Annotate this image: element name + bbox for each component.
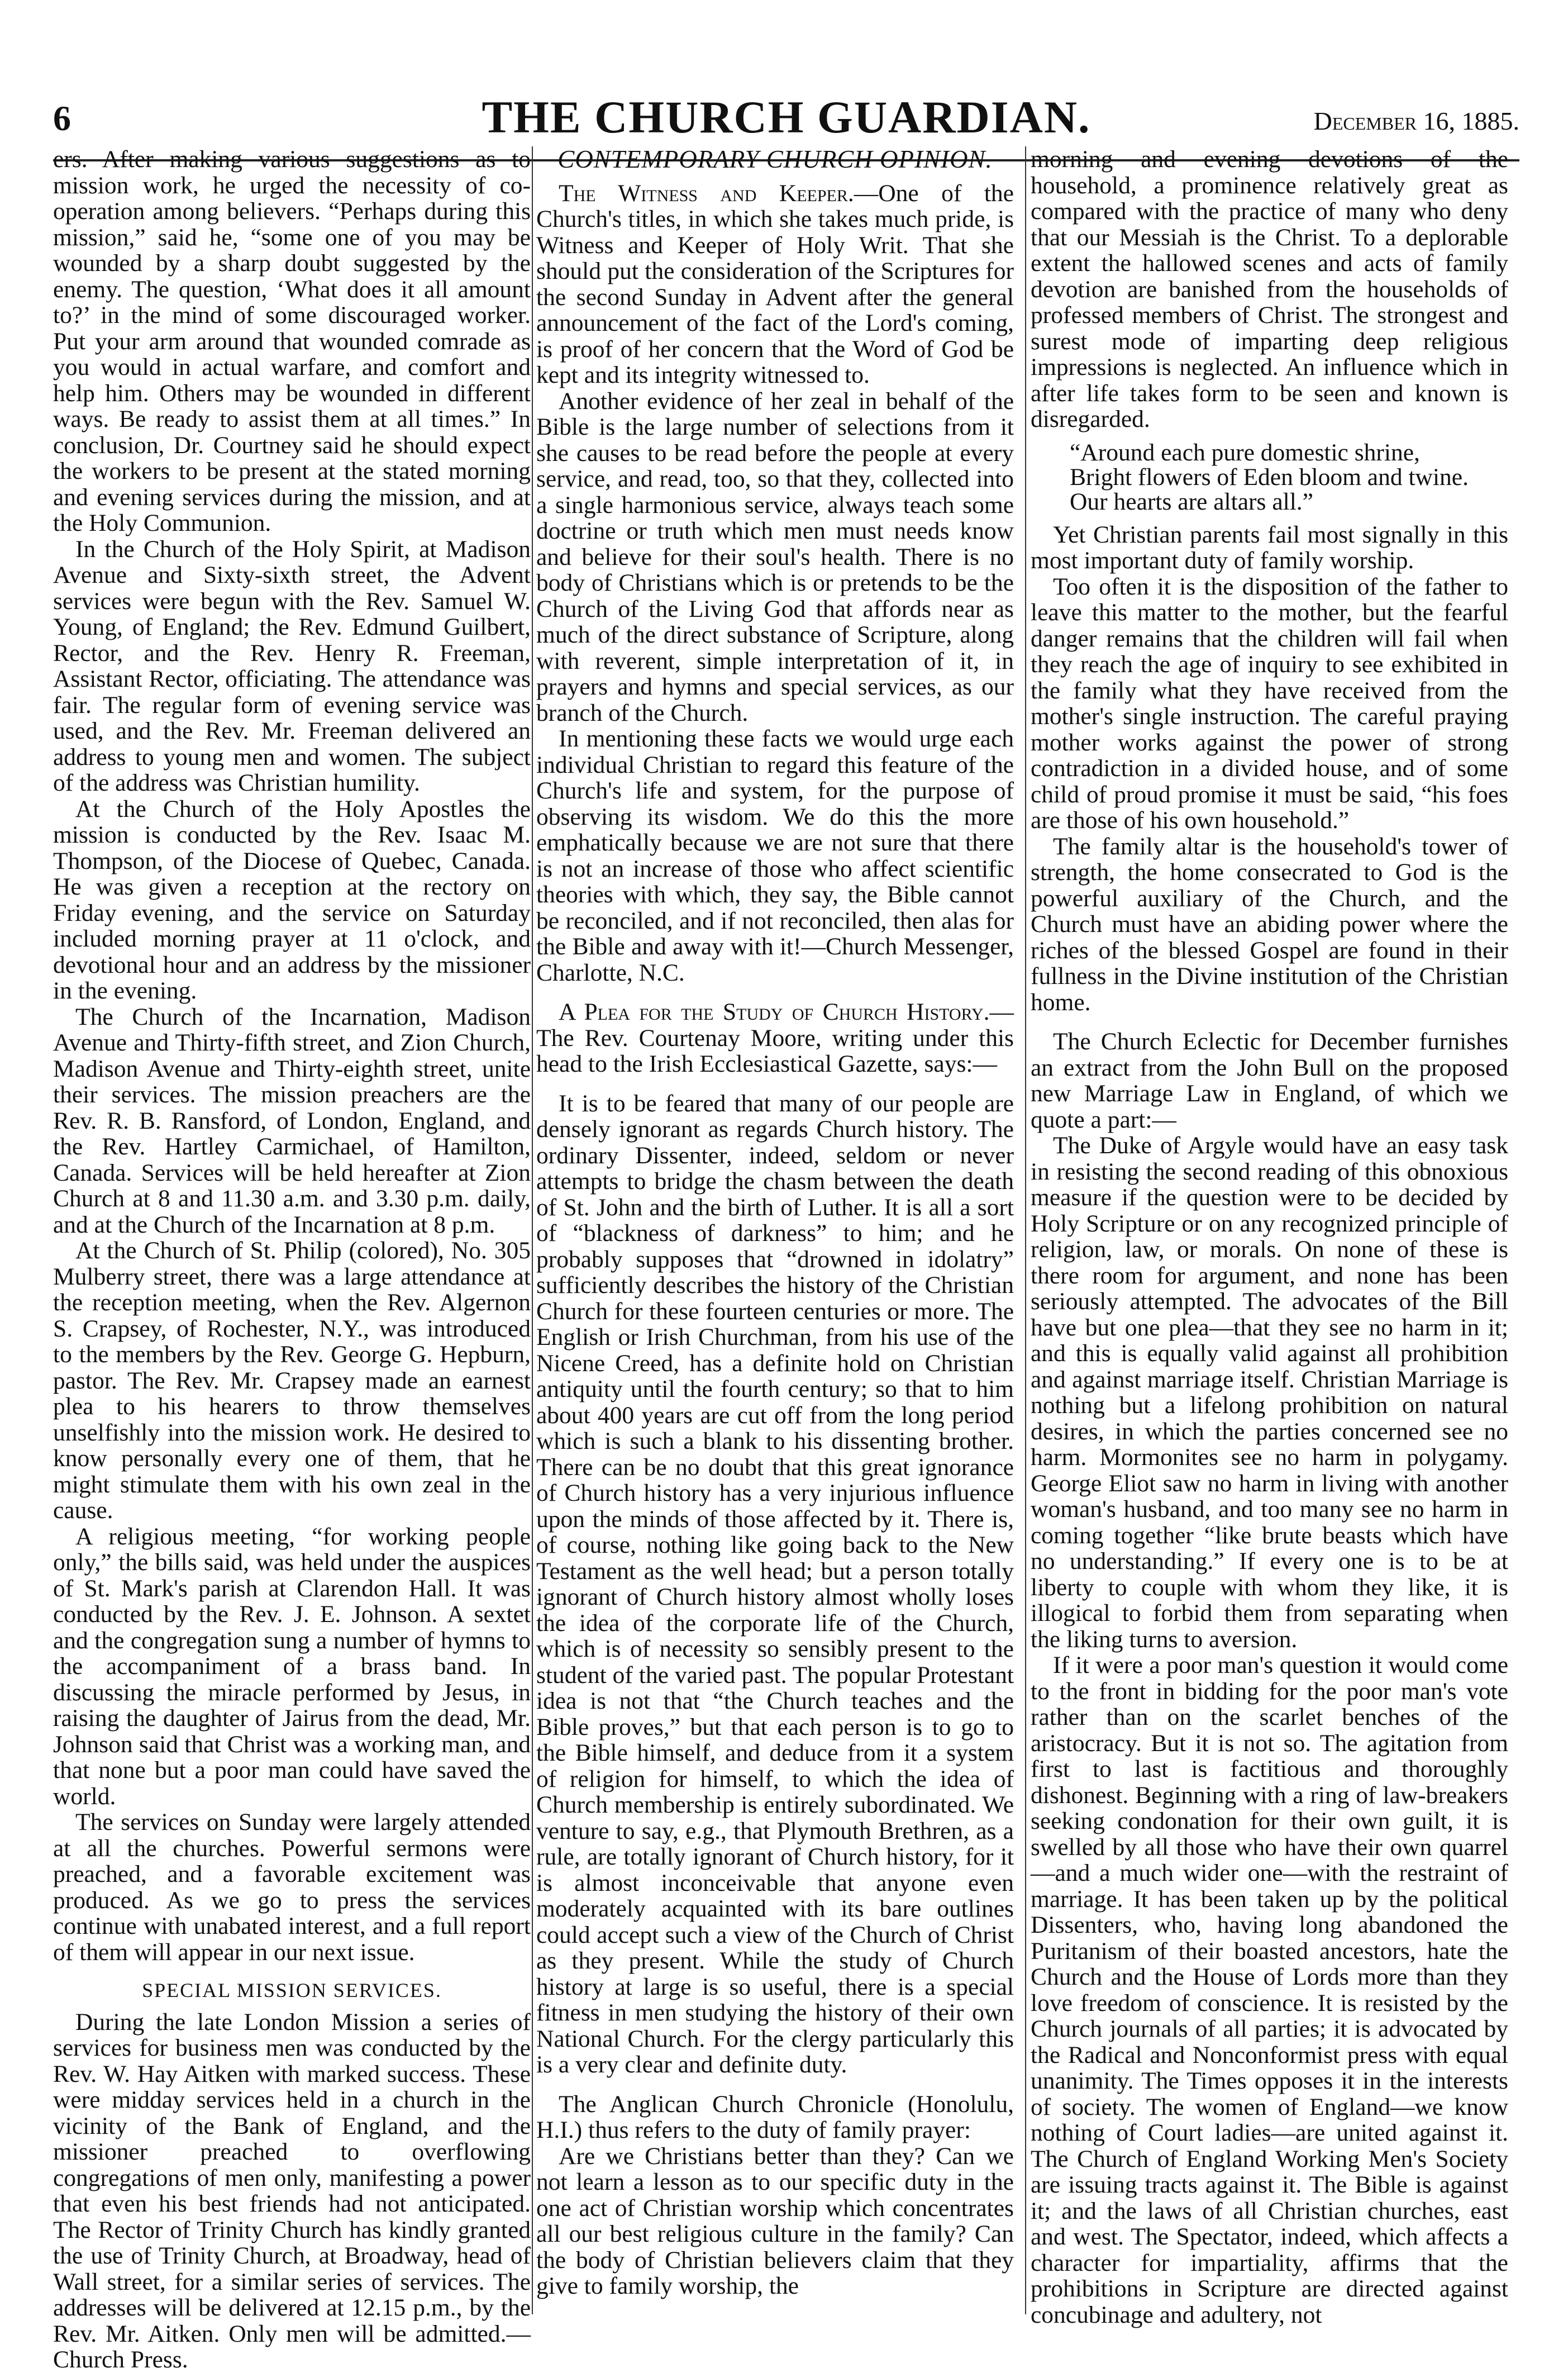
column-2 [536,146,1014,2320]
paragraph: The Duke of Argyle would have an easy task in resisting the second reading of this obnoxious measure if the question were to be decided by Holy Scripture or on any recognized principle of religion, law, or morals. On none of these is there room for argument, and none has been seriously attempted. The advocates of the Bill have but one plea—that they see no harm in it; and this is equally valid against all prohibition and against marriage itself. Christian Marriage is nothing but a lifelong prohibition on natural desires, in which the parties concerned see no harm. Mormonites see no harm in polygamy. George Eliot saw no harm in living with another woman's husband, and too many see no harm in coming together “like brute beasts which have no understanding.” If every one is to be at liberty to couple with whom they like, it is illogical to forbid them from separating when the liking turns to aversion. [1031,1132,1508,1653]
paragraph: A religious meeting, “for working people only,” the bills said, was held under the auspices of St. Mark's parish at Clarendon Hall. It was conducted by the Rev. J. E. Johnson. A sextet and the congregation sung a number of hymns to the accompaniment of a brass band. In discussing the miracle performed by Jesus, in raising the daughter of Jairus from the dead, Mr. Johnson said that Christ was a working man, and that none but a poor man could have saved the world. [53,1523,531,1810]
paragraph-lead: The Witness and Keeper. [559,179,854,207]
paragraph-lead: A Plea for the Study of Church History. [559,998,990,1025]
paragraph: Another evidence of her zeal in behalf of the Bible is the large number of selections from it she causes to be read before the people at every service, and read, too, so that they, collected into a single harmonious service, always teach some doctrine or truth which men must needs know and believe for their soul's health. There is no body of Christians which is or pretends to be the Church of the Living God that affords near as much of the direct substance of Scripture, along with reverent, simple interpretation of it, in prayers and hymns and special services, as our branch of the Church. [536,387,1014,726]
paragraph: During the late London Mission a series of services for business men was conducted by the Rev. W. Hay Aitken with marked success. These were midday services held in a church in the vicinity of the Bank of England, and the missioner preached to overflowing congregations of men only, manifesting a power that even his best friends had not anticipated. The Rector of Trinity Church has kindly granted the use of Trinity Church, at Broadway, head of Wall street, for a similar series of services. The addresses will be delivered at 12.15 p.m., by the Rev. Mr. Aitken. Only men will be admitted.—Church Press. [53,2008,531,2373]
paragraph: morning and evening devotions of the household, a prominence relatively great as compared with the practice of many who deny that our Messiah is the Christ. To a deplorable extent the hallowed scenes and acts of family devotion are banished from the households of professed members of Christ. The strongest and surest mode of imparting deep religious impressions is neglected. An influence which in after life takes form to be seen and known is disregarded. [1031,146,1508,432]
column-rule-1 [532,146,533,2314]
paragraph: At the Church of St. Philip (colored), No. 305 Mulberry street, there was a large attendance at the reception meeting, when the Rev. Algernon S. Crapsey, of Rochester, N.Y., was introduced to the members by the Rev. George G. Hepburn, pastor. The Rev. Mr. Crapsey made an earnest plea to his hearers to throw themselves unselfishly into the mission work. He desired to know personally every one of them, that he might stimulate them with his own zeal in the cause. [53,1237,531,1524]
section-gap [536,1077,1014,1091]
verse-line: “Around each pure domestic shrine, [1070,439,1420,466]
paragraph: The services on Sunday were largely attended at all the churches. Powerful sermons were preached, and a favorable excitement was produced. As we go to press the services continue with unabated interest, and a full report of them will appear in our next issue. [53,1809,531,1966]
paragraph: In mentioning these facts we would urge each individual Christian to regard this feature of the Church's life and system, for the purpose of observing its wisdom. We do this the more emphatically because we are not sure that there is not an increase of those who affect scientific theories with which, they say, the Bible cannot be reconciled, and if not reconciled, then alas for the Bible and away with it!—Church Messenger, Charlotte, N.C. [536,725,1014,986]
paragraph-body: —One of the Church's titles, in which she takes much pride, is Witness and Keeper of Holy Writ. That she should put the consideration of the Scriptures for the second Sunday in Advent after the general announcement of the fact of the Lord's coming, is proof of her concern that the Word of God be kept and its integrity witnessed to. [536,179,1014,388]
column-1 [53,146,531,2373]
paragraph: In the Church of the Holy Spirit, at Madison Avenue and Sixty-sixth street, the Advent services were begun with the Rev. Samuel W. Young, of England; the Rev. Edmund Guilbert, Rector, and the Rev. Henry R. Freeman, Assistant Rector, officiating. The attendance was fair. The regular form of evening service was used, and the Rev. Mr. Freeman delivered an address to young men and women. The subject of the address was Christian humility. [53,535,531,796]
paragraph: The Church Eclectic for December furnishes an extract from the John Bull on the proposed new Marriage Law in England, of which we quote a part:— [1031,1028,1508,1133]
paragraph [536,999,1014,1077]
verse-quote [1031,440,1508,514]
paragraph [536,180,1014,388]
paragraph: It is to be feared that many of our people are densely ignorant as regards Church history. The ordinary Dissenter, indeed, seldom or never attempts to bridge the chasm between the death of St. John and the birth of Luther. It is all a sort of “blackness of darkness” to him; and he probably supposes that “drowned in idolatry” sufficiently describes the history of the Christian Church for these fourteen centuries or more. The English or Irish Churchman, from his use of the Nicene Creed, has a definite hold on Christian antiquity until the fourth century; so that to him about 400 years are cut off from the long period which is such a blank to his dissenting brother. There can be no doubt that this great ignorance of Church history has a very injurious influence upon the minds of those affected by it. There is, of course, nothing like going back to the New Testament as the well head; but a person totally ignorant of Church history almost wholly loses the idea of the corporate life of the Church, which is of necessity so sensibly present to the student of the varied past. The popular Protestant idea is not that “the Church teaches and the Bible proves,” but that each person is to go to the Bible himself, and deduce from it a system of religion for himself, to which the idea of Church membership is entirely subordinated. We venture to say, e.g., that Plymouth Brethren, as a rule, are totally ignorant of Church history, for it is almost inconceivable that anyone even moderately acquainted with its bare outlines could accept such a view of the Church of Christ as they present. While the study of Church history at large is so useful, there is a special fitness in men studying the history of their own National Church. For the clergy particularly this is a very clear and definite duty. [536,1090,1014,2078]
paragraph: The Church of the Incarnation, Madison Avenue and Thirty-fifth street, and Zion Church, Madison Avenue and Thirty-eighth street, unite their services. The mission preachers are the Rev. R. B. Ransford, of London, England, and the Rev. Hartley Carmichael, of Hamilton, Canada. Services will be held hereafter at Zion Church at 8 and 11.30 a.m. and 3.30 p.m. daily, and at the Church of the Incarnation at 8 p.m. [53,1003,531,1238]
masthead: THE CHURCH GUARDIAN. [482,92,1091,142]
section-gap [1031,1015,1508,1029]
page-number: 6 [53,98,71,138]
section-gap [536,986,1014,999]
issue-date: December 16, 1885. [1313,107,1519,135]
verse-line: Bright flowers of Eden bloom and twine. [1070,463,1469,491]
paragraph: At the Church of the Holy Apostles the mission is conducted by the Rev. Isaac M. Thompson, of the Diocese of Quebec, Canada. He was given a reception at the rectory on Friday evening, and the service on Saturday included morning prayer at 11 o'clock, and devotional hour and an address by the missioner in the evening. [53,795,531,1004]
paragraph: Too often it is the disposition of the father to leave this matter to the mother, but the fearful danger remains that the children will fail when they reach the age of inquiry to see exhibited in the family what they have received from the mother's single instruction. The careful praying mother works against the power of strong contradiction in a divided house, and of some child of proud promise it must be said, “his foes are those of his own household.” [1031,573,1508,834]
paragraph: Yet Christian parents fail most signally in this most important duty of family worship. [1031,521,1508,574]
column-3 [1031,146,1508,2328]
paragraph: The family altar is the household's tower of strength, the home consecrated to God is the powerful auxiliary of the Church, and the Church must have an abiding power where the riches of the blessed Gospel are found in their fullness in the Divine institution of the Christian home. [1031,833,1508,1016]
paragraph: If it were a poor man's question it would come to the front in bidding for the poor man's vote rather than on the scarlet benches of the aristocracy. But it is not so. The agitation from first to last is factitious and thoroughly dishonest. Beginning with a ring of law-breakers seeking condonation for their own guilt, it is swelled by all those who have their own quarrel—and a much wider one—with the restraint of marriage. It has been taken up by the political Dissenters, who, having long abandoned the Puritanism of their boasted ancestors, hate the Church and the House of Lords more than they love freedom of conscience. It is resisted by the Church journals of all parties; it is advocated by the Radical and Nonconformist press with equal unanimity. The Times opposes it in the interests of society. The women of England—we know nothing of Court ladies—are united against it. The Church of England Working Men's Society are issuing tracts against it. The Bible is against it; and the laws of all Christian churches, east and west. The Spectator, indeed, which affects a character for impartiality, affirms that the prohibitions in Scripture are directed against concubinage and adultery, not [1031,1652,1508,2328]
verse-line: Our hearts are altars all.” [1070,488,1313,515]
subheading: SPECIAL MISSION SERVICES. [142,1979,442,2001]
paragraph-body: —The Rev. Courtenay Moore, writing under this head to the Irish Ecclesiastical Gazette, says:— [536,998,1014,1077]
section-gap [536,2078,1014,2091]
column-heading: CONTEMPORARY CHURCH OPINION. [557,145,993,173]
paragraph: Are we Christians better than they? Can we not learn a lesson as to our specific duty in the one act of Christian worship which concentrates all our best religious culture in the family? Can the body of Christian believers claim that they give to family worship, the [536,2142,1014,2299]
paragraph: The Anglican Church Chronicle (Honolulu, H.I.) thus refers to the duty of family prayer: [536,2090,1014,2143]
column-rule-2 [1025,146,1026,2314]
paragraph: ers. After making various suggestions as to mission work, he urged the necessity of co-operation among believers. “Perhaps during this mission,” said he, “some one of you may be wounded by a sharp doubt suggested by the enemy. The question, ‘What does it all amount to?’ in the mind of some discouraged worker. Put your arm around that wounded comrade as you would in actual warfare, and comfort and help him. Others may be wounded in different ways. Be ready to assist them at all times.” In conclusion, Dr. Courtney said he should expect the workers to be present at the stated morning and evening services during the mission, and at the Holy Communion. [53,146,531,536]
